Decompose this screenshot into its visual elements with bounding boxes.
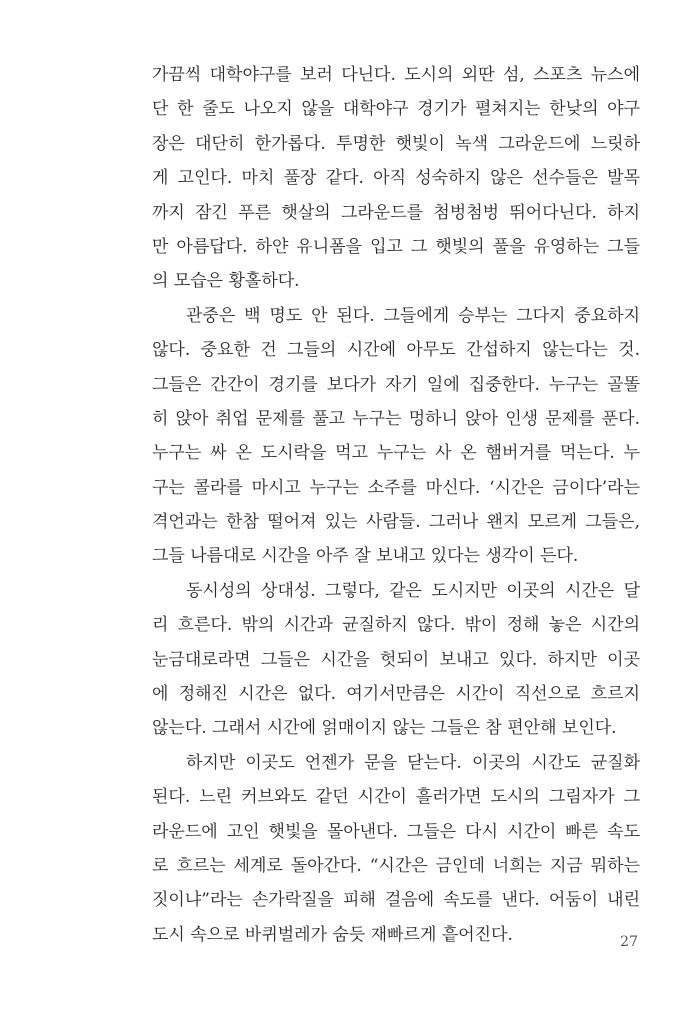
text-line: 가끔씩 대학야구를 보러 다닌다. 도시의 외딴 섬, 스포츠 뉴스에 [152,65,640,85]
text-line: 않다. 중요한 건 그들의 시간에 아무도 간섭하지 않는다는 것. [152,340,640,361]
text-line: 구는 콜라를 마시고 누구는 소주를 마신다. ‘시간은 금이다’라는 [152,477,640,498]
body-text [152,58,640,952]
text-line: 리 흐른다. 밖의 시간과 균질하지 않다. 밖이 정해 놓은 시간의 [152,615,640,636]
text-line: 에 정해진 시간은 없다. 여기서만큼은 시간이 직선으로 흐르지 [152,684,640,705]
text-line: 않는다. 그래서 시간에 얽매이지 않는 그들은 참 편안해 보인다. [152,718,617,739]
text-line: 도시 속으로 바퀴벌레가 숨듯 재빠르게 흩어진다. [152,924,513,945]
text-line: 그들 나름대로 시간을 아주 잘 보내고 있다는 생각이 든다. [152,546,579,567]
text-line: 만 아름답다. 하얀 유니폼을 입고 그 햇빛의 풀을 유영하는 그들 [152,236,640,257]
text-line: 눈금대로라면 그들은 시간을 헛되이 보내고 있다. 하지만 이곳 [152,649,640,670]
paragraph-first-line: 관중은 백 명도 안 된다. 그들에게 승부는 그다지 중요하지 [186,305,640,326]
text-line: 의 모습은 황홀하다. [152,271,300,292]
text-line: 된다. 느린 커브와도 같던 시간이 흘러가면 도시의 그림자가 그 [152,787,640,808]
text-line: 게 고인다. 마치 풀장 같다. 아직 성숙하지 않은 선수들은 발목 [152,168,640,189]
text-line: 까지 잠긴 푸른 햇살의 그라운드를 첨벙첨벙 뛰어다닌다. 하지 [152,202,640,223]
page-number: 27 [620,934,638,950]
text-line: 누구는 싸 온 도시락을 먹고 누구는 사 온 햄버거를 먹는다. 누 [152,443,640,464]
paragraph-first-line: 하지만 이곳도 언젠가 문을 닫는다. 이곳의 시간도 균질화 [186,752,640,773]
text-line: 히 앉아 취업 문제를 풀고 누구는 멍하니 앉아 인생 문제를 푼다. [152,408,640,429]
text-line: 라운드에 고인 햇빛을 몰아낸다. 그들은 다시 시간이 빠른 속도 [152,821,640,842]
paragraph-first-line: 동시성의 상대성. 그렇다, 같은 도시지만 이곳의 시간은 달 [186,580,640,601]
text-line: 그들은 간간이 경기를 보다가 자기 일에 집중한다. 누구는 골똘 [152,374,640,395]
text-line: 로 흐르는 세계로 돌아간다. “시간은 금인데 너희는 지금 뭐하는 [152,855,640,876]
text-line: 격언과는 한참 떨어져 있는 사람들. 그러나 왠지 모르게 그들은, [152,512,640,533]
text-line: 장은 대단히 한가롭다. 투명한 햇빛이 녹색 그라운드에 느릿하 [152,133,640,154]
text-line: 짓이냐”라는 손가락질을 피해 걸음에 속도를 낸다. 어둠이 내린 [152,890,640,911]
text-line: 단 한 줄도 나오지 않을 대학야구 경기가 펼쳐지는 한낮의 야구 [152,99,640,120]
